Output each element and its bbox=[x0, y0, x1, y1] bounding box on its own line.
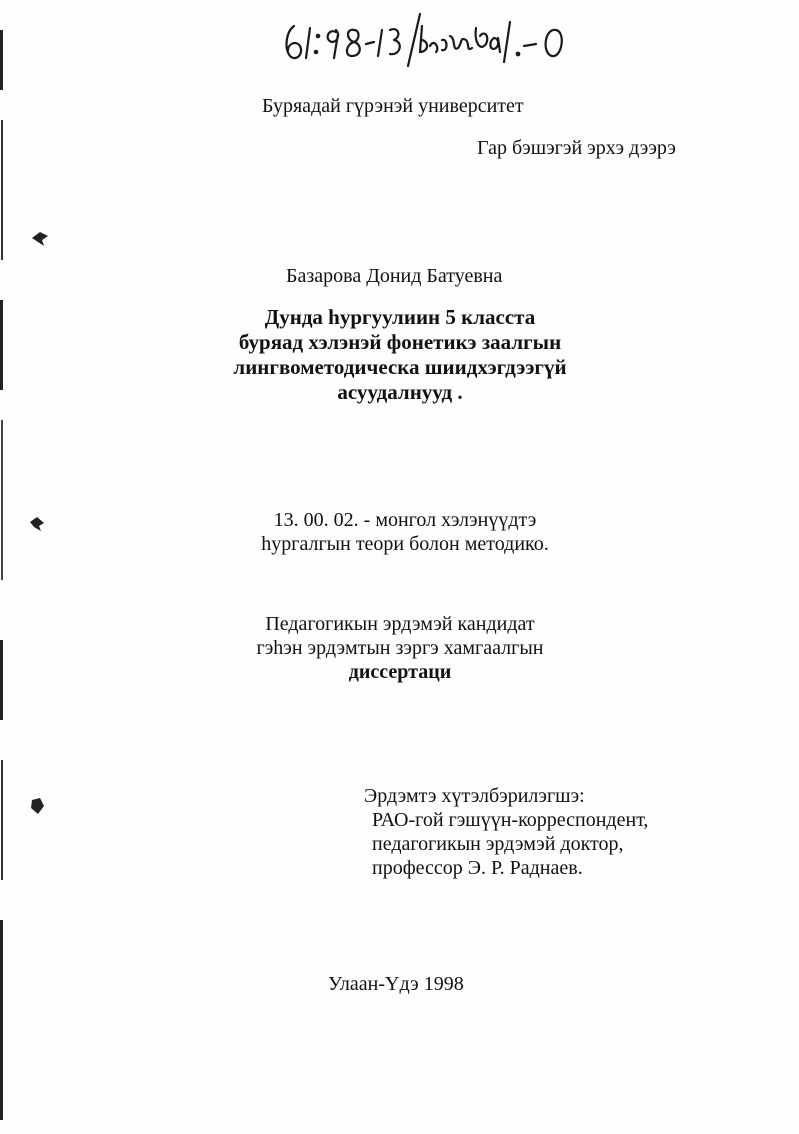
supervisor-line: профессор Э. Р. Раднаев. bbox=[372, 857, 583, 879]
title-line: асуудалнууд . bbox=[337, 380, 463, 404]
handwritten-archive-number bbox=[280, 8, 580, 70]
degree-line: гэһэн эрдэмтын зэргэ хамгаалгын bbox=[256, 637, 544, 659]
supervisor-info bbox=[364, 784, 648, 880]
degree-line: Педагогикын эрдэмэй кандидат bbox=[265, 613, 535, 635]
title-line: Дунда һургуулиин 5 класста bbox=[264, 305, 536, 329]
specialty-line: һургалгын теори болон методико. bbox=[261, 533, 549, 555]
title-line: лингвометодическа шиидхэгдээгүй bbox=[233, 355, 567, 379]
supervisor-line: РАО-гой гэшүүн-корреспондент, bbox=[372, 809, 649, 831]
specialty-code bbox=[195, 508, 615, 556]
dissertation-title bbox=[190, 305, 610, 405]
specialty-line: 13. 00. 02. - монгол хэлэнүүдтэ bbox=[273, 509, 537, 531]
scan-speck-icon bbox=[28, 514, 48, 534]
place-and-year: Улаан-Үдэ 1998 bbox=[328, 973, 464, 995]
manuscript-rights-note: Гар бэшэгэй эрхэ дээрэ bbox=[477, 137, 677, 159]
scan-speck-icon bbox=[30, 228, 50, 248]
degree-statement bbox=[195, 612, 605, 684]
title-line: буряад хэлэнэй фонетикэ заалгын bbox=[238, 330, 562, 354]
scan-edge-artifact bbox=[0, 0, 8, 1134]
scan-speck-icon bbox=[28, 796, 46, 816]
supervisor-line: педагогикын эрдэмэй доктор, bbox=[372, 833, 624, 855]
supervisor-heading: Эрдэмтэ хүтэлбэрилэгшэ: bbox=[364, 785, 585, 807]
author-name: Базарова Донид Батуевна bbox=[286, 265, 503, 287]
dissertation-label: диссертаци bbox=[348, 661, 452, 683]
university-name: Буряадай гүрэнэй университет bbox=[262, 95, 524, 117]
